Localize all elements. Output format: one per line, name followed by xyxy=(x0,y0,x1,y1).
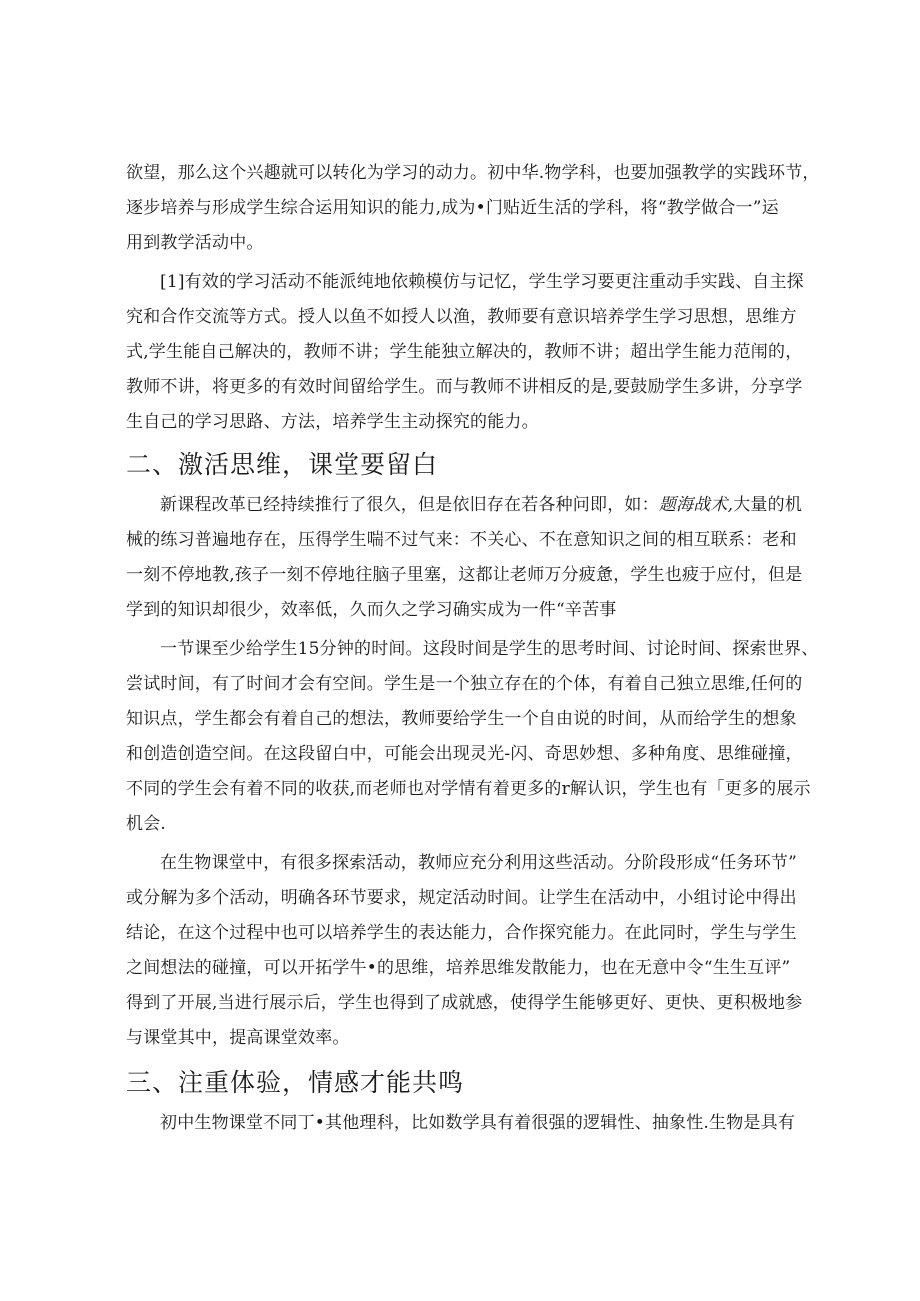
text-run: 大量的机 xyxy=(733,495,803,515)
text-line: 不同的学生会有着不同的收获,而老师也对学情有着更多的r解认识，学生也有「更多的展示 xyxy=(126,779,811,799)
text-line: 知识点，学生都会有着自己的想法，教师要给学生一个自由说的时间，从而给学生的想象 xyxy=(126,709,797,729)
text-line: 机会. xyxy=(126,814,167,834)
text-line: 械的练习普遍地存在，压得学生喘不过气来：不关心、不在意知识之间的相互联系：老和 xyxy=(126,530,797,550)
text-line: 和创造创造空间。在这段留白中，可能会出现灵光-闪、奇思妙想、多种角度、思维碰撞， xyxy=(126,744,803,764)
text-line xyxy=(126,488,803,523)
text-line: 逐步培养与形成学生综合运用知识的能力,成为•门贴近生活的学科，将“教学做合一”运 xyxy=(126,198,779,218)
text-line: 与课堂其中，提高课堂效率。 xyxy=(126,1028,350,1048)
paragraph-biology-class xyxy=(126,1106,794,1141)
paragraph-fifteen-minutes xyxy=(126,632,819,842)
text-line: 用到教学活动中。 xyxy=(126,233,264,253)
document-page xyxy=(126,156,820,1141)
text-line: 或分解为多个活动，明确各环节要求，规定活动时间。让学生在活动中，小组讨论中得出 xyxy=(126,888,797,908)
text-line: 式,学生能自己解决的，教师不讲；学生能独立解决的，教师不讲；超出学生能力范闱的， xyxy=(126,342,803,362)
text-line: 之间想法的碰撞，可以开拓学牛•的思维，培养思维发散能力，也在无意中令“生生互评” xyxy=(126,958,791,978)
emphasis-text: 题海战术, xyxy=(658,495,734,515)
text-line: 结论，在这个过程中也可以培养学生的表达能力，合作探究能力。在此同时，学生与学生 xyxy=(126,923,797,943)
paragraph-curriculum-reform xyxy=(126,488,803,628)
text-line: 生自己的学习思路、方法，培养学生主动探究的能力。 xyxy=(126,412,539,432)
text-line: 尝试时间，有了时间才会有空间。学生是一个独立存在的个体，有着自己独立思维,任何的 xyxy=(126,674,803,694)
text-line: 一刻不停地教,孩子一刻不停地往脑子里塞，这都让老师万分疲惫，学生也疲于应付，但是 xyxy=(126,565,803,585)
section-heading-3: 三、注重体验，情感才能共鸣 xyxy=(126,1068,465,1097)
text-line: 得到了开展,当进行展示后，学生也得到了成就感，使得学生能够更好、更快、更积极地参 xyxy=(126,993,803,1013)
text-line: 初中生物课堂不同丁•其他理科，比如数学具有着很强的逻辑性、抽象性.生物是具有 xyxy=(160,1113,796,1133)
text-line: 在生物课堂中，有很多探索活动，教师应充分利用这些活动。分阶段形成“任务环节” xyxy=(160,853,797,873)
text-line: 学到的知识却很少，效率低，久而久之学习确实成为一件“辛苦事 xyxy=(126,600,617,620)
text-line: 究和合作交流等方式。授人以鱼不如授人以渔，教师要有意识培养学生学习思想，思维方 xyxy=(126,307,797,327)
paragraph-effective-learning xyxy=(126,265,804,440)
text-line: 教师不讲，将更多的有效时间留给学生。而与教师不讲相反的是,要鼓励学生多讲，分享学 xyxy=(126,377,803,397)
text-run: 新课程改革已经持续推行了很久，但是依旧存在若各种问即，如： xyxy=(160,495,659,515)
text-line: [1]有效的学习活动不能派纯地依赖模仿与记忆，学生学习要更注重动手实践、自主探 xyxy=(160,272,804,292)
section-heading-2: 二、激活思维，课堂要留白 xyxy=(126,450,439,479)
text-line: 欲望，那么这个兴趣就可以转化为学习的动力。初中华.物学科，也要加强教学的实践环节， xyxy=(126,163,820,183)
paragraph-exploration-activities xyxy=(126,846,803,1056)
text-line: 一节课至少给学生15分钟的时间。这段时间是学生的思考时间、讨论时间、探索世界、 xyxy=(160,639,819,659)
paragraph-interest xyxy=(126,156,820,261)
